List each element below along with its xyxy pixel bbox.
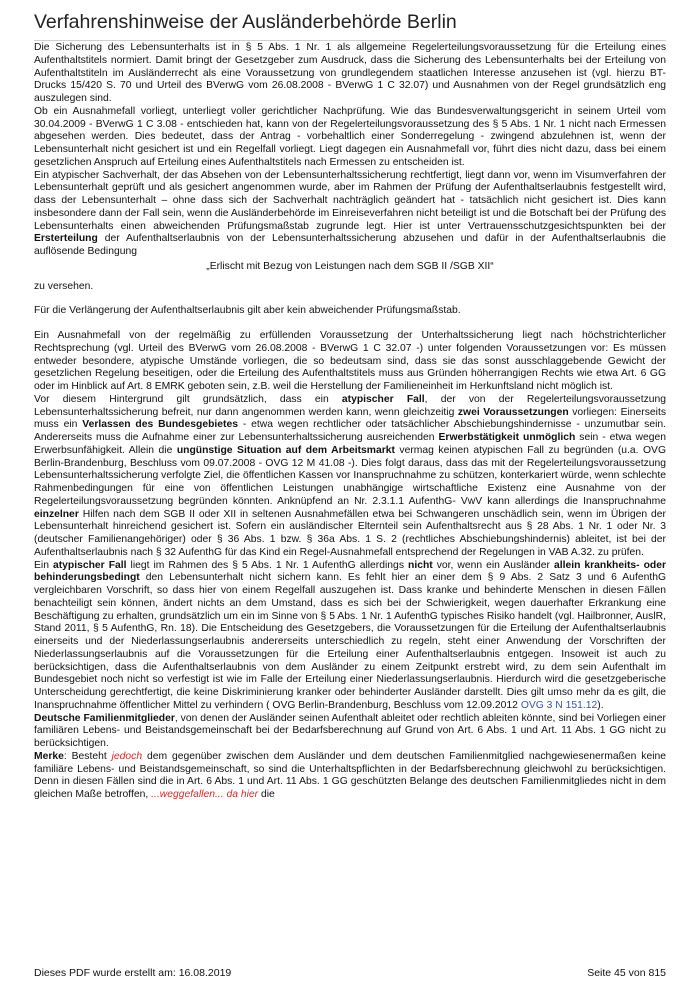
bold-krankheitsbedingt: allein krankheits- oder behinderungsbedingt — [34, 559, 667, 584]
footer-page-number: Seite 45 von 815 — [587, 967, 666, 979]
paragraph-zu-versehen: zu versehen. — [34, 280, 94, 292]
text-run: sein - etwa wegen Erwerbsunfähigkeit. Allein die — [34, 432, 667, 456]
text-run: Ein atypischer Sachverhalt, der das Absehen von der Lebensunterhaltssicherung rechtfertigt, liegt dann vor, wenn im Visumverfahren der Lebensunterhalt geprüft und als gesichert angenommen wurde, aber im Rahmen der Prüfung der Aufenthaltserlaubnis festgestellt wird, dass der Lebensunterhalt – ohne dass sich der Sachverhalt nachträglich geändert hat - tatsächlich nicht gesichert ist. Dies kann insbesondere dann der Fall sein, wenn die Ausländerbehörde im Einreiseverfahren nicht beteiligt ist und die Botschaft bei der Prüfung des Lebensunterhalts einen abweichenden Prüfungsmaßstab zugrunde legt. Hier ist unter Vertrauensschutzgesichtspunkten bei der — [34, 169, 666, 232]
italic-jedoch: jedoch — [111, 750, 143, 762]
bold-zwei-voraussetzungen: zwei Voraussetzungen — [457, 406, 569, 418]
paragraph-ausnahmefall: Ob ein Ausnahmefall vorliegt, unterliegt voller gerichtlicher Nachprüfung. Wie das Bundesverwaltungsgericht in seinem Urteil vom 30.04.2009 - BVerwG 1 C 3.08 - entschieden hat, kann von der Regelerteilungsvoraussetzung des § 5 Abs. 1 Nr. 1 nicht nach Ermessen abgesehen werden. Dies bedeutet, dass der Antrag - vorbehaltlich einer Sonderregelung - zwingend abzulehnen ist, wenn der Lebensunterhalt nicht gesichert ist und ein Regelfall vorliegt. Liegt dagegen ein Ausnahmefall vor, führt dies nicht dazu, dass bei einem gesetzlichen Anspruch auf Erteilung eines Aufenthaltstitels nach Ermessen zu entscheiden ist. — [34, 105, 666, 168]
text-run: - etwa wegen rechtlicher oder tatsächlicher Abschiebungshindernisse - unzumutbar sein. Andererseits muss die Aufnahme einer zur Lebensunterhaltssicherung ausreichenden — [34, 419, 667, 443]
bold-deutsche-familienmitglieder: Deutsche Familienmitglieder — [34, 712, 175, 724]
text-run: Hilfen nach dem SGB II oder XII in seltenen Ausnahmefällen etwa bei Schwangeren unschädlich sein, wenn im Übrigen der Lebensunterhalt hinreichend gesichert ist. Sofern ein ausländischer Elternteil sein Aufenthaltsrecht aus § 28 Abs. 1 Nr. 1 oder Nr. 3 (deutscher Familienangehöriger) oder § 36 Abs. 1 bzw. § 36a Abs. 1 S. 2 (rechtliches Abschiebungshindernis) ableitet, ist bei der Aufenthaltserlaubnis nach § 32 AufenthG für das Kind ein Regel-Ausnahmefall entsprechend der Regelungen in VAB A.32. zu prüfen. — [34, 508, 666, 558]
page-title: Verfahrenshinweise der Ausländerbehörde Berlin — [34, 11, 666, 41]
bold-verlassen: Verlassen des Bundesgebietes — [82, 419, 238, 431]
text-run: liegt im Rahmen des § 5 Abs. 1 Nr. 1 AufenthG allerdings — [126, 559, 408, 571]
text-run: , der von der Regelerteilungsvoraussetzung Lebensunterhaltssicherung befreit, nur dann angenommen werden kann, wenn gleichzeitig — [34, 393, 666, 418]
bold-ersterteilung: Ersterteilung — [34, 233, 98, 245]
text-run: : Besteht — [63, 750, 112, 762]
text-run: dem gegenüber zwischen dem Ausländer und dem deutschen Familienmitglied nachgewiesenermaßen keine familiäre Lebens- und Beistandsgemeinschaft, so sind die Unterhaltspflichten in der Bedarfsberechnung gleichwohl zu berücksichtigen. Denn in diesen Fällen sind die in Art. 6 Abs. 1 und Art. 11 Abs. 1 GG geschützten Belange des deutschen Familienmitgliedes nicht in dem gleichen Maße betroffen, — [34, 750, 667, 800]
bold-atypischer-fall: atypischer Fall — [341, 393, 425, 405]
text-run: Vor diesem Hintergrund gilt grundsätzlich, dass ein — [34, 393, 342, 405]
paragraph-hintergrund — [34, 394, 666, 560]
italic-weggefallen: ...weggefallen... da hier — [151, 789, 259, 800]
bold-arbeitsmarkt: ungünstige Situation auf dem Arbeitsmarkt — [176, 444, 395, 456]
text-run: vermag keinen atypischen Fall zu begründen (u.a. OVG Berlin-Brandenburg, Beschluss vom 09.07.2008 - OVG 12 M 41.08 -). Dies folgt daraus, dass das mit der Regelerteilungsvoraussetzung Lebensunterhaltssicherung verfolgte Ziel, die öffentlichen Kassen vor Inanspruchnahme zu schützen, konterkariert würde, wenn schlechte Rahmenbedingungen für eine von öffentlichen Leistungen unabhängige wirtschaftliche Existenz eine Ausnahme von der Regelerteilungsvoraussetzung begründen könnten. Anknüpfend an Nr. 2.3.1.1 AufenthG- VwV kann allerdings die Inanspruchnahme — [34, 444, 666, 507]
paragraph-lebensunterhalt: Die Sicherung des Lebensunterhalts ist in § 5 Abs. 1 Nr. 1 als allgemeine Regelerteilungsvoraussetzung für die Erteilung eines Aufenthaltstitels normiert. Damit bringt der Gesetzgeber zum Ausdruck, dass die Sicherung des Lebensunterhalts bei der Erteilung von Aufenthaltstiteln im Ausländerrecht als eine Voraussetzung von grundlegendem staatlichen Interesse anzusehen ist (vgl. hierzu BT-Drucks 15/420 S. 70 und Urteil des BVerwG vom 26.08.2008 - BVerwG 1 C 32.07) und Ausnahmen von der Regel grundsätzlich eng auszulegen sind. — [34, 42, 666, 104]
text-run: vorliegen: Einerseits muss ein — [34, 406, 666, 431]
quote-condition: „Erlischt mit Bezug von Leistungen nach dem SGB II /SGB XII“ — [206, 260, 494, 272]
bold-einzelner: einzelner — [34, 508, 79, 520]
text-run: vor, wenn ein Ausländer — [432, 559, 554, 571]
paragraph-krankheit — [34, 560, 666, 713]
paragraph-atypischer-sachverhalt — [34, 170, 666, 259]
paragraph-familienmitglieder — [34, 713, 666, 751]
paragraph-merke — [34, 751, 666, 802]
bold-nicht: nicht — [408, 559, 433, 571]
paragraph-verlaengerung: Für die Verlängerung der Aufenthaltserlaubnis gilt aber kein abweichender Prüfungsmaßstab. — [34, 305, 461, 317]
document-body — [34, 42, 666, 802]
text-run: ). — [597, 699, 604, 711]
ovg-case-link[interactable]: OVG 3 N 151.12 — [520, 699, 598, 711]
paragraph-hoechstrichterlich: Ein Ausnahmefall von der regelmäßig zu erfüllenden Voraussetzung der Unterhaltssicherung liegt nach höchstrichterlicher Rechtsprechung (vgl. Urteil des BVerwG vom 26.08.2008 - BVerwG 1 C 32.07 -) unter folgenden Voraussetzungen vor: Es müssen entweder besondere, atypische Umstände vorliegen, die so bedeutsam sind, dass sie das sonst ausschlaggebende Gewicht der gesetzlichen Regelung beseitigen, oder die Erteilung des Aufenthaltstitels muss aus Gründen höherrangigen Rechts wie etwa Art. 6 GG oder im Hinblick auf Art. 8 EMRK geboten sein, z.B. weil die Herstellung der Familieneinheit im Herkunftsland nicht möglich ist. — [34, 330, 666, 392]
text-run: den Lebensunterhalt nicht sichern kann. Es fehlt hier an einer dem § 9 Abs. 2 Satz 3 und 6 AufenthG vergleichbaren Vorschrift, so dass hier von einem Regelfall auszugehen ist. Dass kranke und behinderte Menschen in diesen Fällen benachteiligt sein können, ändert nichts an dem Umstand, dass es sich bei der Schwierigkeit, wegen dauerhafter Erkrankung eine Beschäftigung zu erhalten, grundsätzlich um ein im Sinne von § 5 Abs. 1 Nr. 1 AufenthG typisches Risiko handelt (vgl. Hailbronner, AuslR, Stand 2011, § 5 AufenthG, Rn. 18). Die Entscheidung des Gesetzgebers, die Voraussetzungen für die Erteilung der Aufenthaltserlaubnis einerseits und der Niederlassungserlaubnis andererseits unterschiedlich zu regeln, steht einer Anwendung der Vorschriften der Niederlassungserlaubnis auf die Voraussetzungen für die Erteilung einer Aufenthaltserlaubnis entgegen. Insoweit ist auch zu berücksichtigen, dass die Aufenthaltserlaubnis von dem Ausländer zu einem Zeitpunkt erstrebt wird, zu dem sein Aufenthalt im Bundesgebiet noch nicht so verfestigt ist wie im Falle der Erteilung einer Niederlassungserlaubnis. Hierdurch wird die gesetzgeberische Unterscheidung gerechtfertigt, die keine Diskriminierung kranker oder behinderter Ausländer darstellt. Dies gilt umso mehr da es gilt, die Inanspruchnahme öffentlicher Mittel zu verhindern ( OVG Berlin-Brandenburg, Beschluss vom 12.09.2012 — [34, 572, 666, 711]
bold-atypischer-fall: atypischer Fall — [52, 559, 127, 571]
bold-erwerbstaetigkeit: Erwerbstätigkeit unmöglich — [438, 432, 576, 443]
text-run: , von denen der Ausländer seinen Aufenthalt ableitet oder rechtlich ableiten könnte, sind bei Vorliegen einer familiären Lebens- und Beistandsgemeinschaft bei der Bedarfsberechnung auf Grund von Art. 6 Abs. 1 und Art. 11 Abs. 1 GG nicht zu berücksichtigen. — [34, 712, 666, 749]
text-run: die — [258, 789, 275, 800]
bold-merke: Merke — [34, 750, 64, 762]
text-run: der Aufenthaltserlaubnis von der Lebensunterhaltssicherung abzusehen und dafür in der Aufenthaltserlaubnis die auflösende Bedingung — [34, 233, 666, 257]
text-run: Ein — [34, 559, 53, 571]
footer-created-date: Dieses PDF wurde erstellt am: 16.08.2019 — [34, 967, 232, 979]
